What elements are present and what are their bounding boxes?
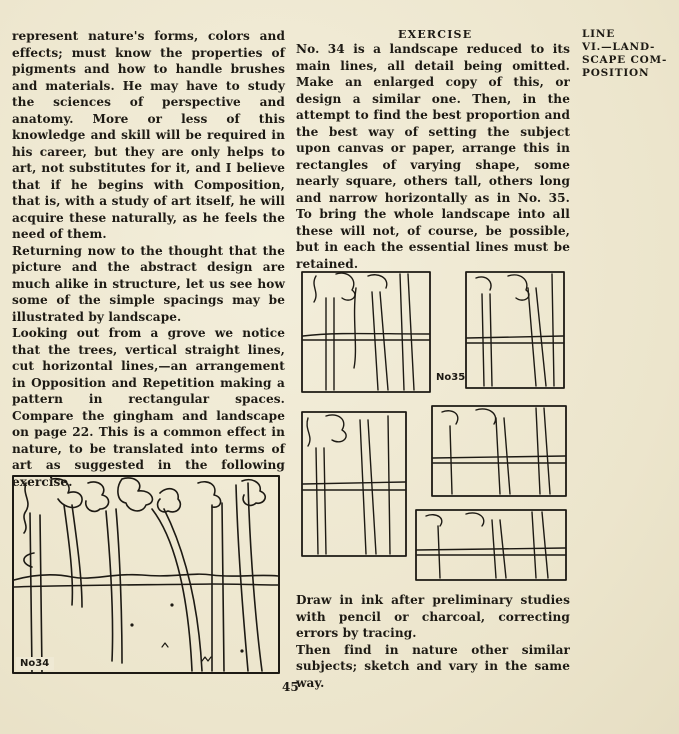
figure-34-landscape <box>12 475 280 675</box>
composition-square-large <box>302 272 430 392</box>
composition-tall-left <box>302 412 406 556</box>
composition-wide-upper <box>432 406 566 496</box>
paragraph: Looking out from a grove we notice that the trees, vertical straight lines, cut horizontal lines,—an arrangement in Opposition and Repetition making a pattern in rectangular spaces. Compare the gingham and landscape on page 22. This is a common effect in nature, to be translated into terms of art as suggested in the following exercise. <box>12 326 285 489</box>
paragraph: Returning now to the thought that the picture and the abstract design are much alike in structure, let us see how some of the simple spacings may be illustrated by landscape. <box>12 243 285 324</box>
margin-note-line: VI.—LAND- <box>582 41 656 53</box>
figure-caption <box>296 592 570 691</box>
paragraph: represent nature's forms, colors and effects; must know the properties of pigments and how to handle brushes and materials. He may have to study the sciences of perspective and anatomy. More or less of this knowledge and skill will be required in his career, but they are only helps to art, not substitutes for it, and I believe that if he begins with Composition, that is, with a study of art itself, he will acquire these naturally, as he feels the need of them. <box>12 29 285 241</box>
figure-35-label: No35 <box>436 372 466 383</box>
exercise-body: No. 34 is a landscape reduced to its main lines, all detail being omitted. Make an enlarged copy of this, or design a similar one. Then, in the attempt to find the best proportion and the best way of setting the subject upon canvas or paper, arrange this in rectangles of varying shape, some nearly square, others tall, others long and narrow horizontally as in No. 35. To bring the whole landscape into all these will not, of course, be possible, but in each the essential lines must be retained. <box>296 42 570 271</box>
margin-note-line: SCAPE COM- <box>582 54 668 66</box>
margin-note-line: POSITION <box>582 67 650 79</box>
page-number: 45 <box>282 680 299 694</box>
exercise-column <box>296 41 570 272</box>
composition-tall <box>466 272 564 388</box>
caption-paragraph: Draw in ink after preliminary studies with pencil or charcoal, correcting errors by tracing. <box>296 593 570 640</box>
caption-paragraph: Then find in nature other similar subjects; sketch and vary in the same way. <box>296 642 570 690</box>
margin-note <box>582 28 677 80</box>
figure-34-label: No34 <box>20 658 50 669</box>
left-column <box>12 28 285 490</box>
figure-35-compositions <box>296 268 571 584</box>
exercise-heading: EXERCISE <box>398 28 473 41</box>
composition-wide-lower <box>416 510 566 580</box>
margin-note-line: LINE <box>582 28 616 40</box>
